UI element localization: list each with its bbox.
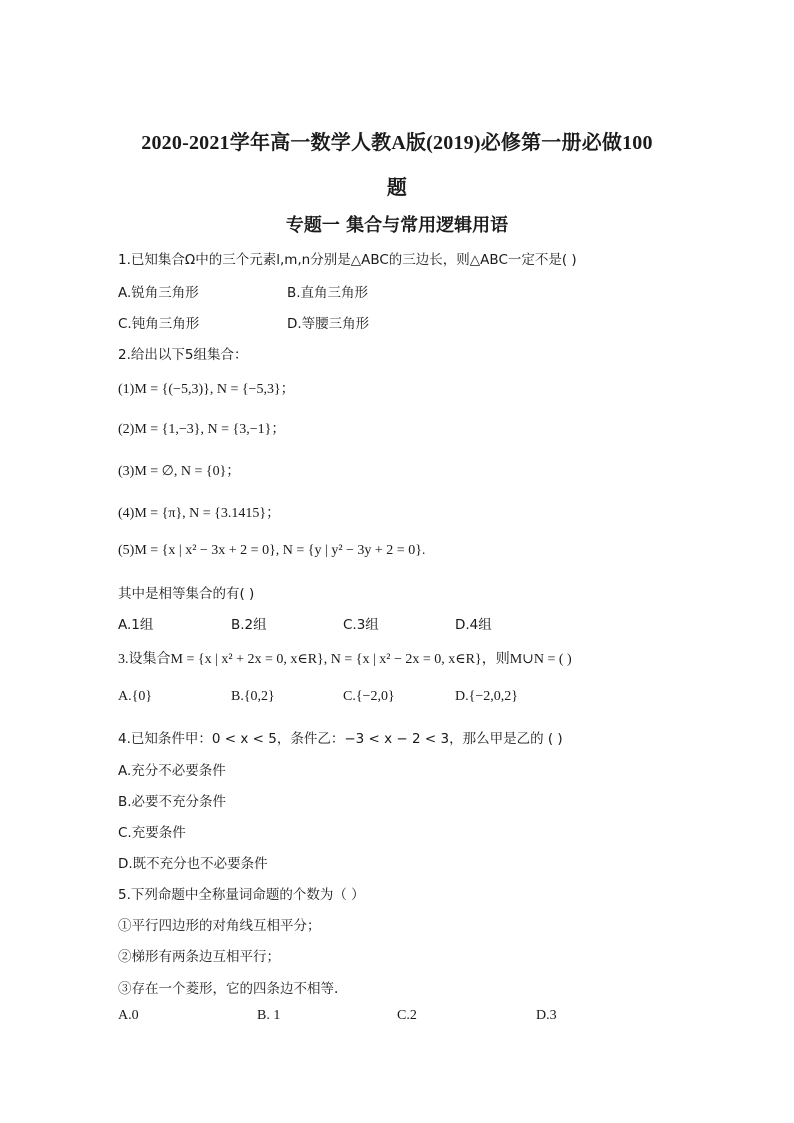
question-5-stem: 5.下列命题中全称量词命题的个数为（ ） [118,887,365,903]
question-1-option-a: A.锐角三角形 [118,285,199,301]
question-1-option-b: B.直角三角形 [287,285,369,301]
question-5-item-3: ③存在一个菱形，它的四条边不相等. [118,981,339,997]
question-3-option-c: C.{−2,0} [343,689,395,704]
question-5-option-d: D.3 [536,1008,557,1023]
question-2-item-3: (3)M = ∅, N = {0}； [118,464,241,479]
question-3-option-a: A.{0} [118,689,153,704]
document-title-line1: 2020-2021学年高一数学人教A版(2019)必修第一册必做100 [141,132,653,154]
question-5-item-2: ②梯形有两条边互相平行； [118,949,280,965]
document-title-line2: 题 [386,177,408,199]
question-2-item-1: (1)M = {(−5,3)}, N = {−5,3}； [118,382,295,397]
question-2-option-d: D.4组 [455,617,492,633]
question-2-item-2: (2)M = {1,−3}, N = {3,−1}； [118,422,286,437]
question-2-option-a: A.1组 [118,617,154,633]
question-5-item-1: ①平行四边形的对角线互相平分； [118,918,321,934]
question-4-option-d: D.既不充分也不必要条件 [118,856,268,872]
question-5-option-b: B. 1 [257,1008,281,1023]
question-2-ask: 其中是相等集合的有( ) [118,586,255,602]
question-4-option-a: A.充分不必要条件 [118,763,226,779]
question-1-option-d: D.等腰三角形 [287,316,370,332]
question-4-stem: 4.已知条件甲：0 < x < 5，条件乙：−3 < x − 2 < 3，那么甲是乙的 ( ) [118,731,563,747]
question-2-option-c: C.3组 [343,617,379,633]
question-2-stem: 2.给出以下5组集合： [118,347,248,363]
question-2-item-5: (5)M = {x | x² − 3x + 2 = 0}, N = {y | y² − 3y + 2 = 0}. [118,543,426,558]
question-2-item-4: (4)M = {π}, N = {3.1415}； [118,506,281,521]
question-3-option-b: B.{0,2} [231,689,275,704]
question-2-option-b: B.2组 [231,617,267,633]
question-1-option-c: C.钝角三角形 [118,316,200,332]
question-4-option-b: B.必要不充分条件 [118,794,227,810]
question-1-stem: 1.已知集合Ω中的三个元素l,m,n分别是△ABC的三边长，则△ABC一定不是( ) [118,252,577,268]
question-5-option-a: A.0 [118,1008,139,1023]
section-subtitle: 专题一 集合与常用逻辑用语 [285,215,509,236]
question-4-option-c: C.充要条件 [118,825,186,841]
question-3-stem: 3.设集合M = {x | x² + 2x = 0, x∈R}, N = {x | x² − 2x = 0, x∈R}，则M∪N = ( ) [118,652,572,667]
question-5-option-c: C.2 [397,1008,417,1023]
question-3-option-d: D.{−2,0,2} [455,689,518,704]
